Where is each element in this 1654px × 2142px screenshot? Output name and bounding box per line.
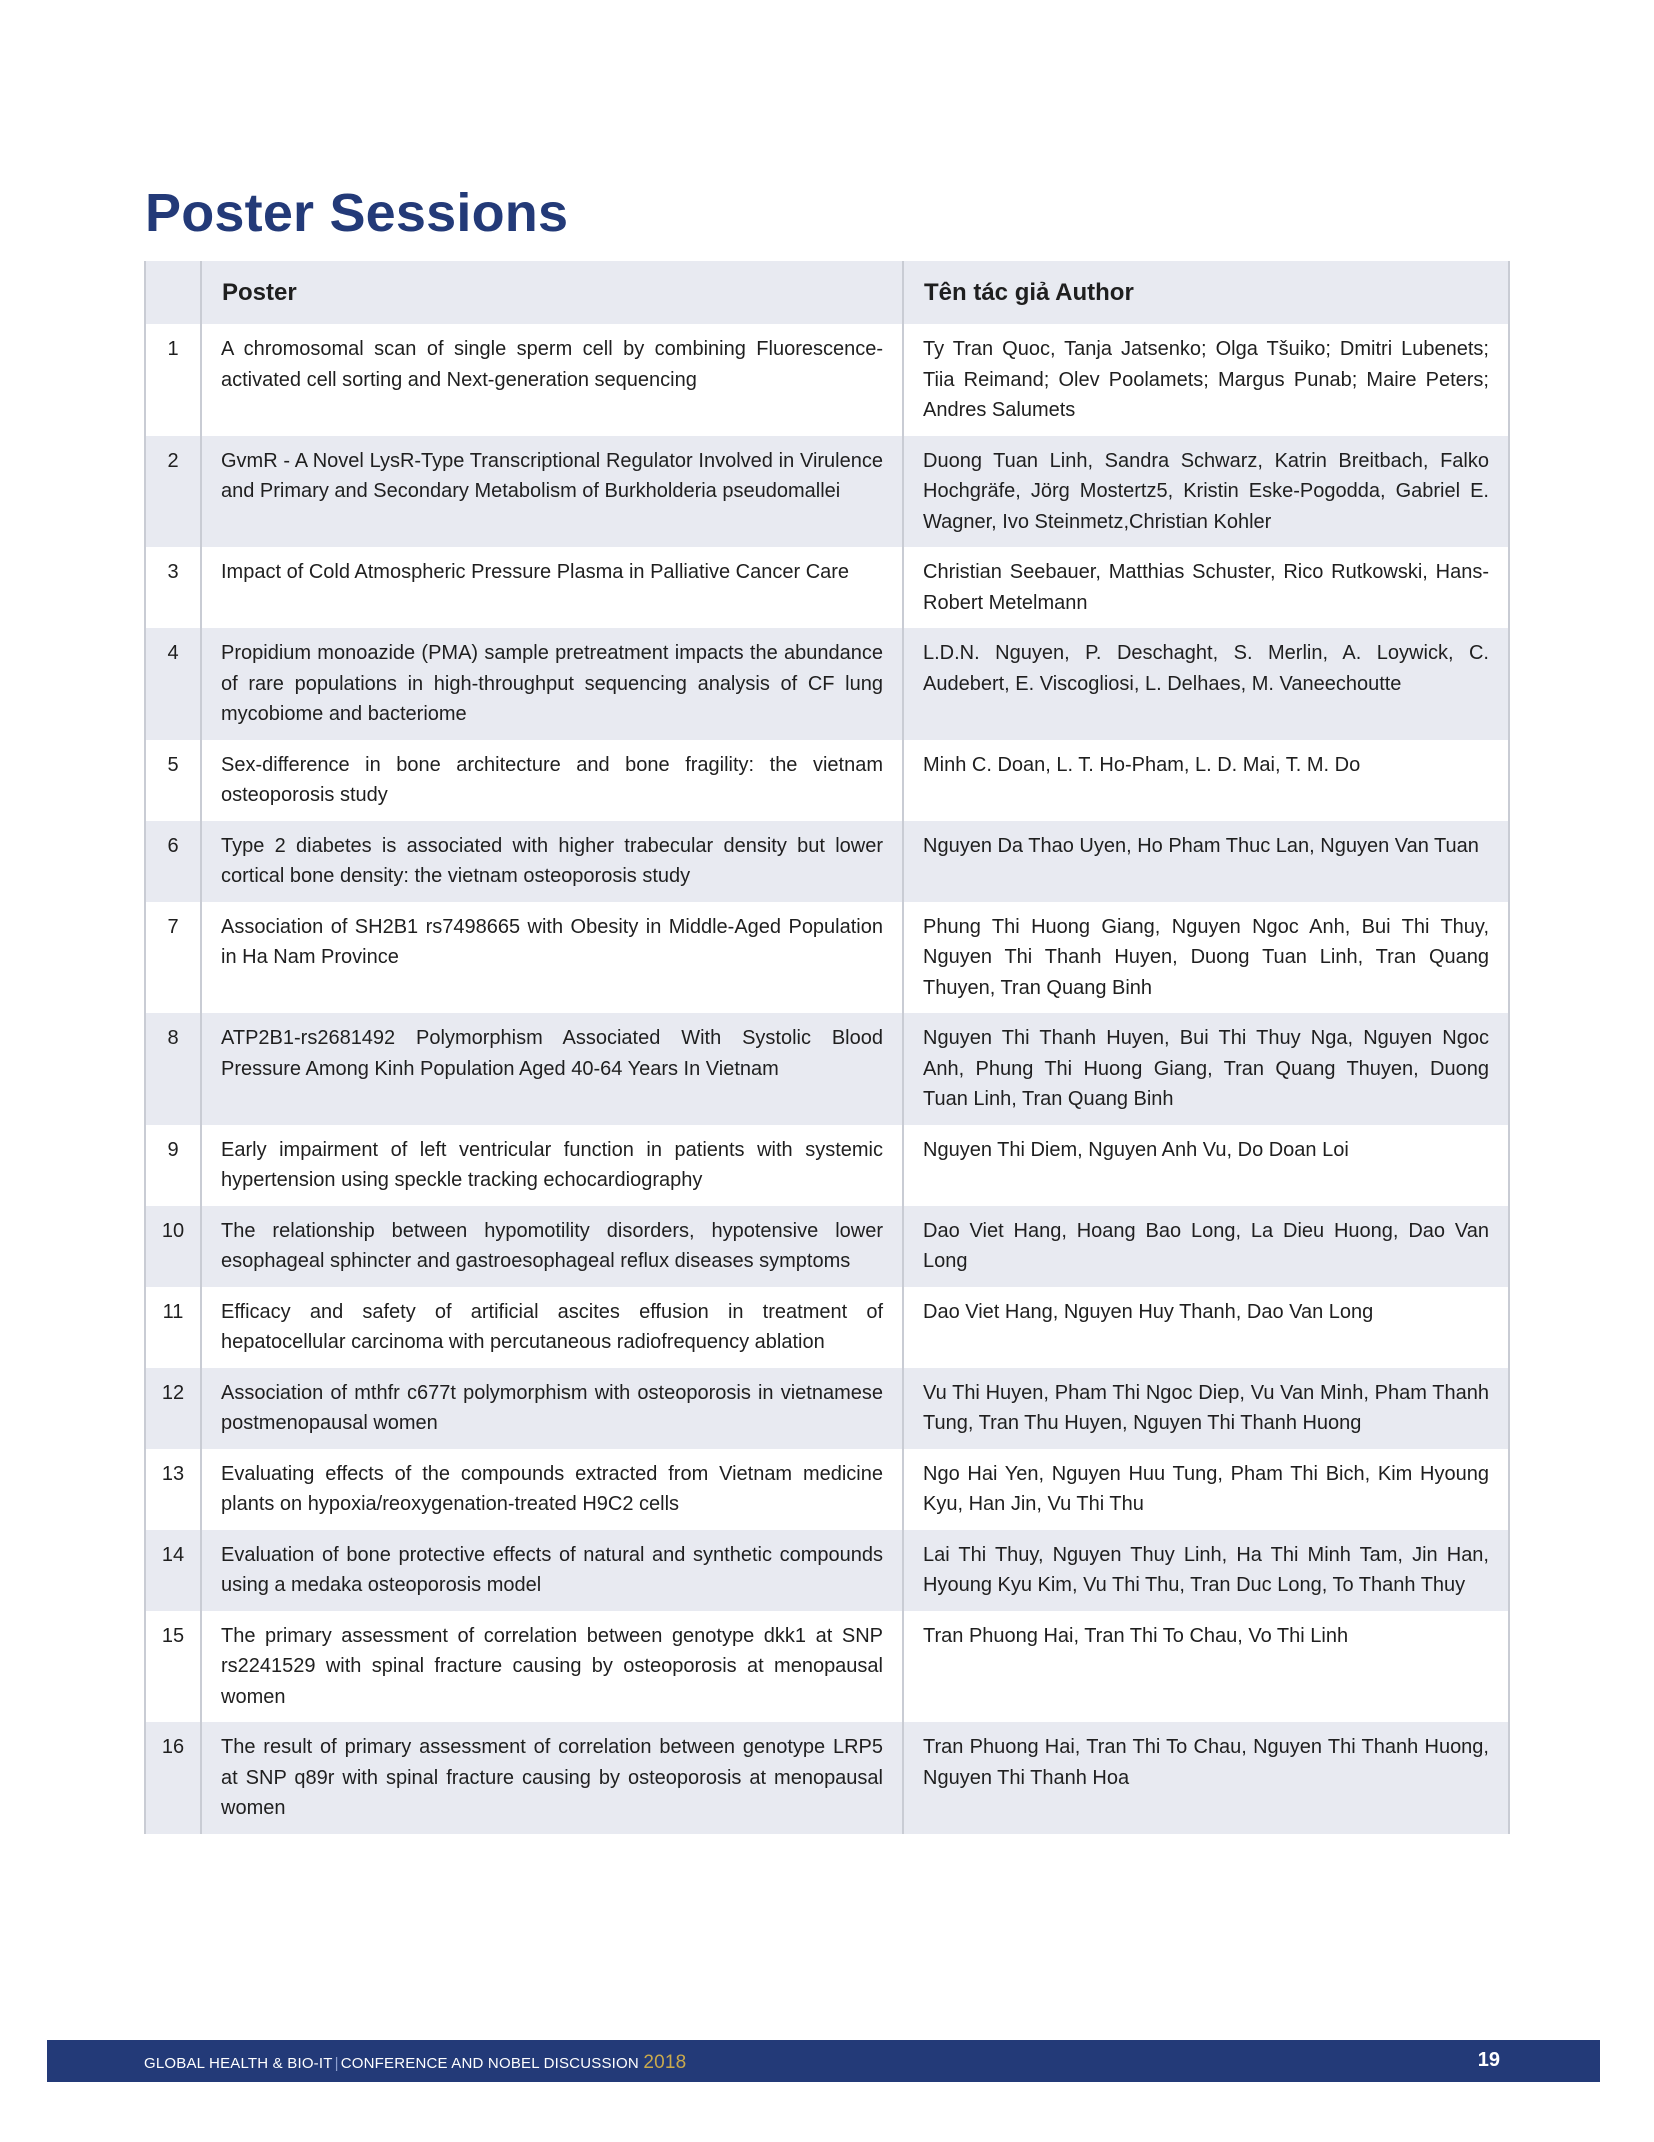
row-number: 1 bbox=[146, 324, 201, 436]
poster-title: ATP2B1-rs2681492 Polymorphism Associated With Systolic Blood Pressure Among Kinh Population Aged 40-64 Years In Vietnam bbox=[201, 1013, 903, 1125]
poster-authors: Nguyen Thi Thanh Huyen, Bui Thi Thuy Nga, Nguyen Ngoc Anh, Phung Thi Huong Giang, Tran Quang Thuyen, Duong Tuan Linh, Tran Quang Binh bbox=[903, 1013, 1508, 1125]
row-number: 10 bbox=[146, 1206, 201, 1287]
poster-title: The result of primary assessment of correlation between genotype LRP5 at SNP q89r with spinal fracture causing by osteoporosis at menopausal women bbox=[201, 1722, 903, 1834]
page-title: Poster Sessions bbox=[145, 183, 569, 243]
poster-title: GvmR - A Novel LysR-Type Transcriptional Regulator Involved in Virulence and Primary and Secondary Metabolism of Burkholderia pseudomallei bbox=[201, 436, 903, 548]
footer-separator: | bbox=[334, 2055, 339, 2072]
row-number: 14 bbox=[146, 1530, 201, 1611]
poster-title: Early impairment of left ventricular function in patients with systemic hypertension using speckle tracking echocardiography bbox=[201, 1125, 903, 1206]
poster-table bbox=[146, 261, 1508, 1834]
poster-title: The primary assessment of correlation between genotype dkk1 at SNP rs2241529 with spinal fracture causing by osteoporosis at menopausal women bbox=[201, 1611, 903, 1723]
table-row bbox=[146, 1449, 1508, 1530]
row-number: 2 bbox=[146, 436, 201, 548]
poster-title: Impact of Cold Atmospheric Pressure Plasma in Palliative Cancer Care bbox=[201, 547, 903, 628]
page-number: 19 bbox=[1477, 2049, 1500, 2071]
poster-title: Evaluating effects of the compounds extracted from Vietnam medicine plants on hypoxia/reoxygenation-treated H9C2 cells bbox=[201, 1449, 903, 1530]
footer-conference-name bbox=[144, 2052, 686, 2074]
footer-middle-text: CONFERENCE AND NOBEL DISCUSSION bbox=[340, 2055, 639, 2072]
poster-title: The relationship between hypomotility disorders, hypotensive lower esophageal sphincter and gastroesophageal reflux diseases symptoms bbox=[201, 1206, 903, 1287]
header-number bbox=[146, 261, 201, 324]
table-row bbox=[146, 740, 1508, 821]
poster-title: Association of SH2B1 rs7498665 with Obesity in Middle-Aged Population in Ha Nam Province bbox=[201, 902, 903, 1014]
table-row bbox=[146, 1206, 1508, 1287]
row-number: 7 bbox=[146, 902, 201, 1014]
row-number: 11 bbox=[146, 1287, 201, 1368]
poster-title: Efficacy and safety of artificial ascites effusion in treatment of hepatocellular carcinoma with percutaneous radiofrequency ablation bbox=[201, 1287, 903, 1368]
row-number: 12 bbox=[146, 1368, 201, 1449]
row-number: 6 bbox=[146, 821, 201, 902]
poster-authors: L.D.N. Nguyen, P. Deschaght, S. Merlin, A. Loywick, C. Audebert, E. Viscogliosi, L. Delhaes, M. Vaneechoutte bbox=[903, 628, 1508, 740]
table-row bbox=[146, 1125, 1508, 1206]
table-row bbox=[146, 902, 1508, 1014]
poster-table-container bbox=[144, 261, 1510, 1834]
table-row bbox=[146, 547, 1508, 628]
poster-title: Propidium monoazide (PMA) sample pretreatment impacts the abundance of rare populations in high-throughput sequencing analysis of CF lung mycobiome and bacteriome bbox=[201, 628, 903, 740]
table-header-row bbox=[146, 261, 1508, 324]
poster-authors: Ty Tran Quoc, Tanja Jatsenko; Olga Tšuiko; Dmitri Lubenets; Tiia Reimand; Olev Poolamets; Margus Punab; Maire Peters; Andres Salumets bbox=[923, 338, 1489, 421]
table-row bbox=[146, 1722, 1508, 1834]
table-row bbox=[146, 1287, 1508, 1368]
table-row bbox=[146, 1611, 1508, 1723]
poster-authors: Dao Viet Hang, Nguyen Huy Thanh, Dao Van Long bbox=[923, 1300, 1374, 1323]
table-row bbox=[146, 821, 1508, 902]
row-number: 16 bbox=[146, 1722, 201, 1834]
poster-authors: Dao Viet Hang, Hoang Bao Long, La Dieu Huong, Dao Van Long bbox=[903, 1206, 1508, 1287]
poster-title: Association of mthfr c677t polymorphism with osteoporosis in vietnamese postmenopausal women bbox=[201, 1368, 903, 1449]
poster-authors: Nguyen Thi Diem, Nguyen Anh Vu, Do Doan Loi bbox=[923, 1138, 1349, 1161]
row-number: 3 bbox=[146, 547, 201, 628]
table-row bbox=[146, 1368, 1508, 1449]
header-poster: Poster bbox=[201, 261, 903, 324]
poster-authors: Tran Phuong Hai, Tran Thi To Chau, Nguyen Thi Thanh Huong, Nguyen Thi Thanh Hoa bbox=[903, 1722, 1508, 1834]
poster-authors: Duong Tuan Linh, Sandra Schwarz, Katrin Breitbach, Falko Hochgräfe, Jörg Mostertz5, Kristin Eske-Pogodda, Gabriel E. Wagner, Ivo Steinmetz,Christian Kohler bbox=[903, 436, 1508, 548]
table-row bbox=[146, 1013, 1508, 1125]
poster-authors: Ngo Hai Yen, Nguyen Huu Tung, Pham Thi Bich, Kim Hyoung Kyu, Han Jin, Vu Thi Thu bbox=[923, 1462, 1489, 1515]
footer-year: 2018 bbox=[643, 2052, 687, 2073]
poster-authors: Vu Thi Huyen, Pham Thi Ngoc Diep, Vu Van Minh, Pham Thanh Tung, Tran Thu Huyen, Nguyen Thi Thanh Huong bbox=[903, 1368, 1508, 1449]
table-body bbox=[146, 324, 1508, 1834]
row-number: 5 bbox=[146, 740, 201, 821]
table-row bbox=[146, 1530, 1508, 1611]
poster-authors: Nguyen Da Thao Uyen, Ho Pham Thuc Lan, Nguyen Van Tuan bbox=[903, 821, 1508, 902]
header-author: Tên tác giả Author bbox=[903, 261, 1508, 324]
poster-title: Evaluation of bone protective effects of natural and synthetic compounds using a medaka osteoporosis model bbox=[201, 1530, 903, 1611]
row-number: 8 bbox=[146, 1013, 201, 1125]
table-row bbox=[146, 324, 1508, 436]
row-number: 13 bbox=[146, 1449, 201, 1530]
row-number: 15 bbox=[146, 1611, 201, 1723]
poster-authors: Lai Thi Thuy, Nguyen Thuy Linh, Ha Thi Minh Tam, Jin Han, Hyoung Kyu Kim, Vu Thi Thu, Tran Duc Long, To Thanh Thuy bbox=[903, 1530, 1508, 1611]
poster-authors: Phung Thi Huong Giang, Nguyen Ngoc Anh, Bui Thi Thuy, Nguyen Thi Thanh Huyen, Duong Tuan Linh, Tran Quang Thuyen, Tran Quang Binh bbox=[923, 915, 1489, 999]
row-number: 4 bbox=[146, 628, 201, 740]
poster-title: Type 2 diabetes is associated with higher trabecular density but lower cortical bone density: the vietnam osteoporosis study bbox=[201, 821, 903, 902]
poster-title: A chromosomal scan of single sperm cell by combining Fluorescence-activated cell sorting and Next-generation sequencing bbox=[201, 324, 903, 436]
poster-title: Sex-difference in bone architecture and bone fragility: the vietnam osteoporosis study bbox=[201, 740, 903, 821]
poster-authors: Minh C. Doan, L. T. Ho-Pham, L. D. Mai, T. M. Do bbox=[923, 753, 1361, 776]
poster-authors: Christian Seebauer, Matthias Schuster, Rico Rutkowski, Hans-Robert Metelmann bbox=[923, 561, 1489, 614]
page-footer bbox=[47, 2040, 1600, 2082]
table-row bbox=[146, 436, 1508, 548]
footer-left-text: GLOBAL HEALTH & BIO-IT bbox=[144, 2055, 333, 2072]
row-number: 9 bbox=[146, 1125, 201, 1206]
poster-authors: Tran Phuong Hai, Tran Thi To Chau, Vo Thi Linh bbox=[923, 1624, 1349, 1647]
table-row bbox=[146, 628, 1508, 740]
